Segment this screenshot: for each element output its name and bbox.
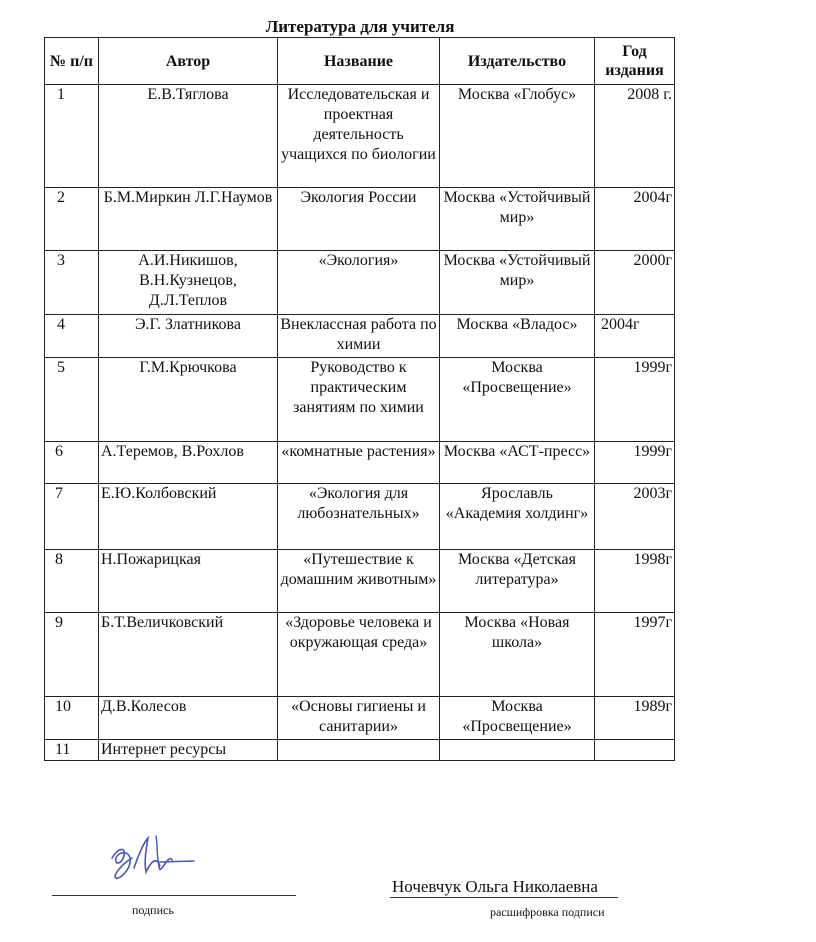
row-author: А.Теремов, В.Рохлов (99, 442, 278, 484)
table-row (45, 188, 675, 251)
header-publisher: Издательство (440, 38, 595, 85)
header-author: Автор (99, 38, 278, 85)
row-title: «Путешествие к домашним животным» (278, 550, 440, 613)
table-row (45, 442, 675, 484)
row-year: 1997г (595, 613, 675, 697)
row-year: 1999г (595, 442, 675, 484)
signature-caption: подпись (132, 903, 174, 917)
row-num: 11 (45, 740, 99, 761)
row-author: Г.М.Крючкова (99, 358, 278, 442)
row-publisher: Москва «АСТ-пресс» (440, 442, 595, 484)
row-publisher: Москва «Просвещение» (440, 697, 595, 740)
literature-table (44, 37, 675, 761)
row-title: «Экология для любознательных» (278, 484, 440, 550)
row-year: 1989г (595, 697, 675, 740)
row-publisher (440, 740, 595, 761)
row-author: Э.Г. Златникова (99, 315, 278, 358)
row-title: «Основы гигиены и санитарии» (278, 697, 440, 740)
signer-name-caption: расшифровка подписи (490, 905, 605, 919)
row-author: Д.В.Колесов (99, 697, 278, 740)
row-title: «комнатные растения» (278, 442, 440, 484)
row-title: «Экология» (278, 251, 440, 315)
document-title: Литература для учителя (265, 17, 455, 36)
header-year: Год издания (595, 38, 675, 85)
row-year: 2000г (595, 251, 675, 315)
row-author: Е.В.Тяглова (99, 85, 278, 188)
row-num: 2 (45, 188, 99, 251)
row-publisher: Москва «Глобус» (440, 85, 595, 188)
row-year: 2004г (595, 188, 675, 251)
table-row (45, 315, 675, 358)
table-row (45, 484, 675, 550)
row-num: 10 (45, 697, 99, 740)
row-author: Н.Пожарицкая (99, 550, 278, 613)
row-author: Б.М.Миркин Л.Г.Наумов (99, 188, 278, 251)
row-title: Экология России (278, 188, 440, 251)
row-publisher: Москва «Просвещение» (440, 358, 595, 442)
row-publisher: Москва «Владос» (440, 315, 595, 358)
row-title: Руководство к практическим занятиям по химии (278, 358, 440, 442)
row-author: А.И.Никишов, В.Н.Кузнецов, Д.Л.Теплов (99, 251, 278, 315)
row-year: 2003г (595, 484, 675, 550)
table-header-row (45, 38, 675, 85)
table-row (45, 697, 675, 740)
row-title: «Здоровье человека и окружающая среда» (278, 613, 440, 697)
table-row (45, 251, 675, 315)
row-num: 7 (45, 484, 99, 550)
header-title: Название (278, 38, 440, 85)
row-num: 1 (45, 85, 99, 188)
row-title: Внеклассная работа по химии (278, 315, 440, 358)
table-row (45, 85, 675, 188)
row-author: Е.Ю.Колбовский (99, 484, 278, 550)
row-num: 6 (45, 442, 99, 484)
row-publisher: Москва «Детская литература» (440, 550, 595, 613)
table-row (45, 358, 675, 442)
row-author: Б.Т.Величковский (99, 613, 278, 697)
row-num: 3 (45, 251, 99, 315)
row-year (595, 740, 675, 761)
row-title (278, 740, 440, 761)
row-num: 8 (45, 550, 99, 613)
row-publisher: Москва «Устойчивый мир» (440, 251, 595, 315)
row-year: 1999г (595, 358, 675, 442)
row-title: Исследовательская и проектная деятельность учащихся по биологии (278, 85, 440, 188)
row-year: 1998г (595, 550, 675, 613)
row-year: 2004г (595, 315, 675, 358)
row-num: 4 (45, 315, 99, 358)
table-row (45, 550, 675, 613)
signer-name: Ночевчук Ольга Николаевна (392, 877, 598, 896)
handwritten-signature (100, 828, 200, 888)
row-publisher: Ярославль «Академия холдинг» (440, 484, 595, 550)
header-num: № п/п (45, 38, 99, 85)
row-publisher: Москва «Новая школа» (440, 613, 595, 697)
row-publisher: Москва «Устойчивый мир» (440, 188, 595, 251)
row-author: Интернет ресурсы (99, 740, 278, 761)
row-num: 9 (45, 613, 99, 697)
row-num: 5 (45, 358, 99, 442)
signer-name-line (390, 897, 618, 898)
table-row (45, 613, 675, 697)
row-year: 2008 г. (595, 85, 675, 188)
signature-line (52, 895, 296, 896)
table-row (45, 740, 675, 761)
